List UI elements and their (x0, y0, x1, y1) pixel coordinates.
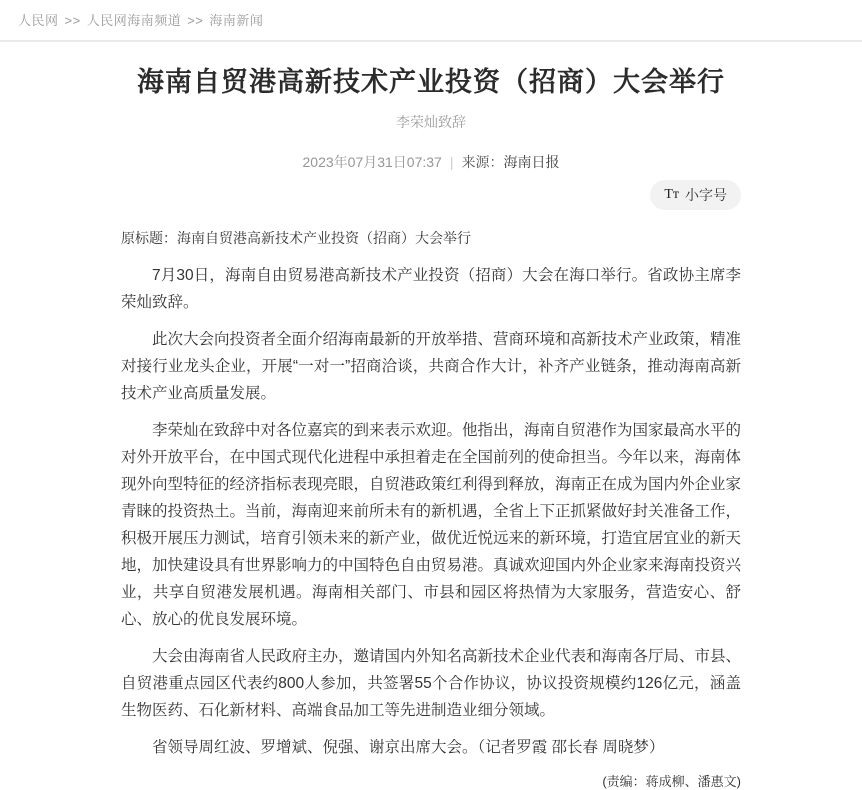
breadcrumb-link-hainan-channel[interactable]: 人民网海南频道 (86, 13, 182, 28)
article-paragraph: 7月30日，海南自由贸易港高新技术产业投资（招商）大会在海口举行。省政协主席李荣灿致辞。 (121, 267, 741, 311)
publish-datetime: 2023年07月31日07:37 (302, 154, 442, 170)
original-title: 原标题：海南自贸港高新技术产业投资（招商）大会举行 (121, 230, 471, 246)
font-size-button[interactable] (650, 180, 741, 210)
article-body (121, 64, 741, 790)
article-paragraph: 大会由海南省人民政府主办，邀请国内外知名高新技术企业代表和海南各厅局、市县、自贸港重点园区代表约800人参加，共签署55个合作协议，协议投资规模约126亿元，涵盖生物医药、石化新材料、高端食品加工等先进制造业细分领域。 (121, 648, 742, 719)
source-link[interactable]: 海南日报 (503, 154, 560, 170)
article-subtitle: 李荣灿致辞 (396, 114, 466, 130)
font-size-label: 小字号 (685, 187, 727, 203)
article-paragraph: 此次大会向投资者全面介绍海南最新的开放举措、营商环境和高新技术产业政策，精准对接行业龙头企业，开展“一对一”招商洽谈，共商合作大计，补齐产业链条，推动海南高新技术产业高质量发展。 (121, 331, 742, 402)
breadcrumb-link-peoples-net[interactable]: 人民网 (18, 13, 59, 28)
source-label: 来源： (461, 154, 504, 170)
editor-credit: (责编：蒋成柳、潘惠文) (602, 774, 741, 789)
article-meta (121, 152, 741, 172)
font-size-icon: Tᴛ (664, 187, 679, 202)
breadcrumb-link-hainan-news[interactable]: 海南新闻 (209, 13, 264, 28)
article-paragraph: 省领导周红波、罗增斌、倪强、谢京出席大会。（记者罗霞 邵长春 周晓梦） (152, 739, 665, 756)
meta-separator: | (449, 154, 454, 170)
breadcrumb-separator: >> (187, 13, 204, 28)
breadcrumb-separator: >> (64, 13, 81, 28)
article-toolbar (121, 180, 741, 210)
article-paragraph: 李荣灿在致辞中对各位嘉宾的到来表示欢迎。他指出，海南自贸港作为国家最高水平的对外开放平台，在中国式现代化进程中承担着走在全国前列的使命担当。今年以来，海南体现外向型特征的经济指标表现亮眼，自贸港政策红利得到释放，海南正在成为国内外企业家青睐的投资热土。当前，海南迎来前所未有的新机遇，全省上下正抓紧做好封关准备工作，积极开展压力测试，培育引领未来的新产业，做优近悦远来的新环境，打造宜居宜业的新天地，加快建设具有世界影响力的中国特色自由贸易港。真诚欢迎国内外企业家来海南投资兴业，共享自贸港发展机遇。海南相关部门、市县和园区将热情为大家服务，营造安心、舒心、放心的优良发展环境。 (121, 422, 742, 628)
breadcrumb (0, 0, 862, 42)
page-title: 海南自贸港高新技术产业投资（招商）大会举行 (137, 67, 725, 97)
